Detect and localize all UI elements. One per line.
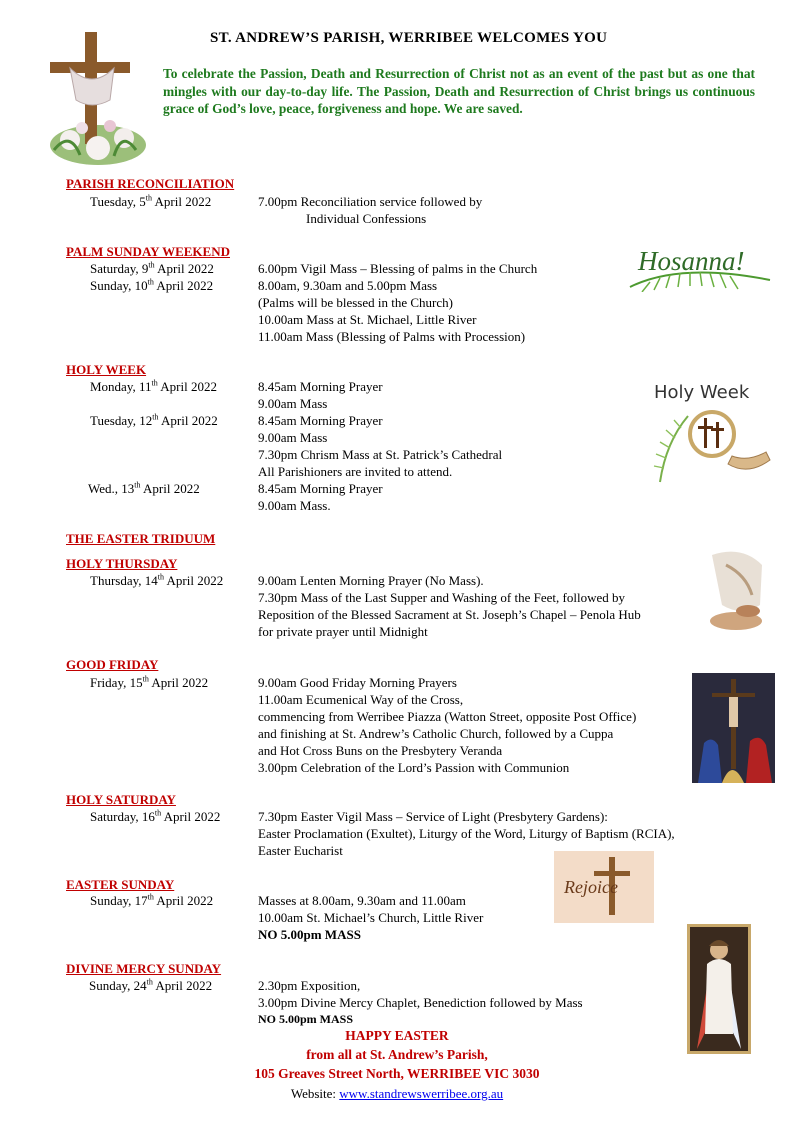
washing-feet-image: [702, 545, 772, 637]
heading-holy-thursday: HOLY THURSDAY: [66, 556, 178, 571]
heading-easter-triduum: THE EASTER TRIDUUM: [66, 531, 216, 546]
date-reconciliation: Tuesday, 5th April 2022: [90, 193, 212, 209]
rejoice-image: [554, 851, 654, 923]
date-holy-wed: Wed., 13th April 2022: [88, 480, 200, 496]
event-line: 2.30pm Exposition,: [258, 978, 361, 993]
event-line: All Parishioners are invited to attend.: [258, 464, 453, 479]
event-line: 10.00am Mass at St. Michael, Little River: [258, 312, 477, 327]
footer-happy-easter: HAPPY EASTER: [345, 1028, 449, 1043]
event-line: 6.00pm Vigil Mass – Blessing of palms in the Church: [258, 261, 538, 276]
event-line: 8.00am, 9.30am and 5.00pm Mass: [258, 278, 438, 293]
easter-cross-image: [40, 30, 150, 168]
event-line: and finishing at St. Andrew’s Catholic Church, followed by a Cuppa: [258, 726, 614, 741]
event-line: 8.45am Morning Prayer: [258, 413, 383, 428]
event-line: 7.30pm Easter Vigil Mass – Service of Light (Presbytery Gardens):: [258, 809, 608, 824]
crucifixion-image: [692, 673, 775, 783]
heading-reconciliation: PARISH RECONCILIATION: [66, 176, 235, 191]
intro-text: To celebrate the Passion, Death and Resurrection of Christ not as an event of the past but as one that mingles with our day-to-day life. The Passion, Death and Resurrection of Christ brings us continuous grace of God’s love, peace, forgiveness and hope. We are saved.: [163, 66, 755, 116]
event-line: 3.00pm Divine Mercy Chaplet, Benediction followed by Mass: [258, 995, 583, 1010]
date-holy-mon: Monday, 11th April 2022: [90, 378, 217, 394]
event-line: 9.00am Mass.: [258, 498, 331, 513]
hosanna-image: [620, 232, 775, 292]
heading-divine-mercy: DIVINE MERCY SUNDAY: [66, 961, 222, 976]
website-link[interactable]: www.standrewswerribee.org.au: [339, 1086, 504, 1101]
footer-website: Website: www.standrewswerribee.org.au: [290, 1086, 504, 1101]
event-line: 8.45am Morning Prayer: [258, 481, 383, 496]
footer-from-parish: from all at St. Andrew’s Parish,: [306, 1047, 488, 1062]
event-line: 9.00am Lenten Morning Prayer (No Mass).: [258, 573, 484, 588]
heading-good-friday: GOOD FRIDAY: [66, 657, 159, 672]
heading-palm-sunday: PALM SUNDAY WEEKEND: [66, 244, 230, 259]
event-line: 9.00am Mass: [258, 396, 328, 411]
footer-address: 105 Greaves Street North, WERRIBEE VIC 3030: [254, 1066, 540, 1081]
event-line: for private prayer until Midnight: [258, 624, 428, 639]
event-line: and Hot Cross Buns on the Presbytery Veranda: [258, 743, 503, 758]
event-line: Masses at 8.00am, 9.30am and 11.00am: [258, 893, 466, 908]
event-line: 10.00am St. Michael’s Church, Little River: [258, 910, 484, 925]
event-line: commencing from Werribee Piazza (Watton Street, opposite Post Office): [258, 709, 637, 724]
event-line: Reposition of the Blessed Sacrament at St. Joseph’s Chapel – Penola Hub: [258, 607, 641, 622]
event-line: 7.00pm Reconciliation service followed by: [258, 194, 483, 209]
date-good-friday: Friday, 15th April 2022: [90, 674, 209, 690]
event-line-notice: NO 5.00pm MASS: [258, 927, 361, 942]
heading-holy-week: HOLY WEEK: [66, 362, 147, 377]
event-line: 7.30pm Mass of the Last Supper and Washing of the Feet, followed by: [258, 590, 625, 605]
date-palm-sat: Saturday, 9th April 2022: [90, 260, 214, 276]
date-palm-sun: Sunday, 10th April 2022: [90, 277, 214, 293]
date-holy-thursday: Thursday, 14th April 2022: [90, 572, 224, 588]
holy-week-text: Holy Week: [654, 382, 750, 403]
page-title: ST. ANDREW’S PARISH, WERRIBEE WELCOMES YOU: [210, 30, 608, 46]
hosanna-text: Hosanna!: [638, 246, 745, 276]
event-line: 11.00am Ecumenical Way of the Cross,: [258, 692, 464, 707]
holy-week-image: [640, 372, 780, 490]
event-line: Easter Eucharist: [258, 843, 343, 858]
event-line: Individual Confessions: [306, 211, 427, 226]
date-holy-tue: Tuesday, 12th April 2022: [90, 412, 218, 428]
rejoice-text: Rejoice: [564, 877, 618, 897]
date-easter-sunday: Sunday, 17th April 2022: [90, 892, 214, 908]
event-line: 9.00am Good Friday Morning Prayers: [258, 675, 457, 690]
heading-easter-sunday: EASTER SUNDAY: [66, 877, 175, 892]
event-line: 9.00am Mass: [258, 430, 328, 445]
event-line: 11.00am Mass (Blessing of Palms with Procession): [258, 329, 526, 344]
event-line: 7.30pm Chrism Mass at St. Patrick’s Cathedral: [258, 447, 503, 462]
event-line: (Palms will be blessed in the Church): [258, 295, 453, 310]
heading-holy-saturday: HOLY SATURDAY: [66, 792, 176, 807]
event-line: 3.00pm Celebration of the Lord’s Passion with Communion: [258, 760, 570, 775]
event-line: Easter Proclamation (Exultet), Liturgy of the Word, Liturgy of Baptism (RCIA),: [258, 826, 675, 841]
date-holy-saturday: Saturday, 16th April 2022: [90, 808, 221, 824]
event-line: 8.45am Morning Prayer: [258, 379, 383, 394]
date-divine-mercy: Sunday, 24th April 2022: [89, 977, 213, 993]
event-line-notice: NO 5.00pm MASS: [258, 1012, 354, 1026]
